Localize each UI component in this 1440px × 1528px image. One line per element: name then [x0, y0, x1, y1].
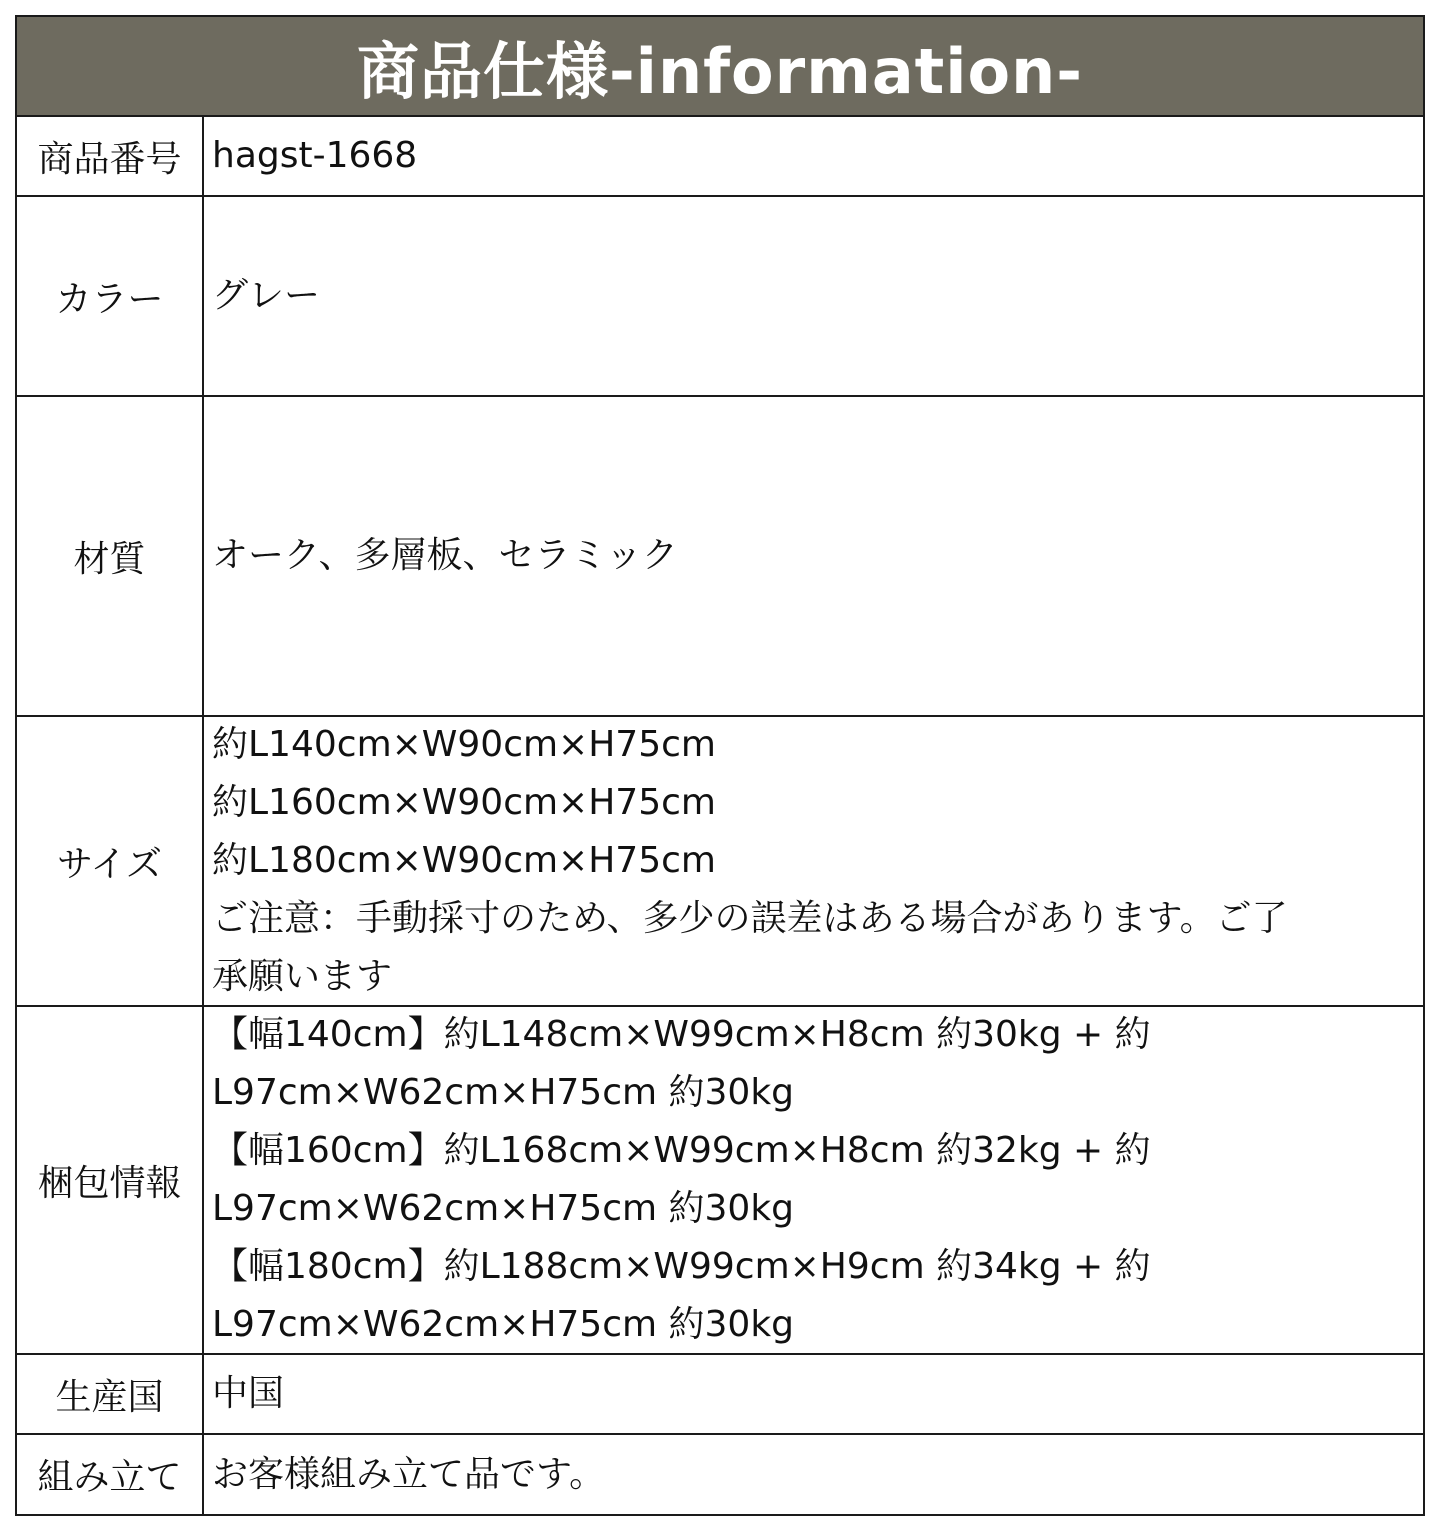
assembly-text: お客様組み立て品です。	[212, 1453, 606, 1495]
row-color	[17, 197, 1423, 397]
label-product-number: 商品番号	[17, 117, 204, 195]
size-line: 約L140cm×W90cm×H75cm	[212, 724, 716, 765]
row-size	[17, 717, 1423, 1007]
size-note-line: ご注意：手動採寸のため、多少の誤差はある場合があります。ご了	[212, 898, 1288, 939]
packing-line: L97cm×W62cm×H75cm 約30kg	[212, 1304, 795, 1345]
packing-line: 【幅140cm】約L148cm×W99cm×H8cm 約30kg + 約	[212, 1014, 1151, 1055]
origin-text: 中国	[212, 1373, 285, 1414]
material-text: オーク、多層板、セラミック	[212, 535, 678, 576]
label-packing: 梱包情報	[17, 1007, 204, 1353]
label-color: カラー	[17, 197, 204, 395]
label-material: 材質	[17, 397, 204, 715]
packing-line: L97cm×W62cm×H75cm 約30kg	[212, 1188, 795, 1229]
product-number-text: hagst-1668	[212, 135, 418, 176]
size-note-line: 承願います	[212, 956, 393, 997]
size-line: 約L180cm×W90cm×H75cm	[212, 840, 716, 881]
label-origin: 生産国	[17, 1355, 204, 1433]
spec-table	[15, 15, 1425, 1516]
size-line: 約L160cm×W90cm×H75cm	[212, 782, 716, 823]
row-product-number	[17, 117, 1423, 197]
value-assembly	[204, 1435, 1423, 1514]
value-packing	[204, 1007, 1423, 1353]
value-material	[204, 397, 1423, 715]
row-assembly	[17, 1435, 1423, 1514]
value-product-number	[204, 117, 1423, 195]
value-size	[204, 717, 1423, 1005]
color-text: グレー	[212, 275, 321, 316]
row-material	[17, 397, 1423, 717]
row-packing	[17, 1007, 1423, 1355]
value-color	[204, 197, 1423, 395]
packing-line: L97cm×W62cm×H75cm 約30kg	[212, 1072, 795, 1113]
label-size: サイズ	[17, 717, 204, 1005]
row-origin	[17, 1355, 1423, 1435]
table-title: 商品仕様-information-	[17, 17, 1423, 117]
value-origin	[204, 1355, 1423, 1433]
label-assembly: 組み立て	[17, 1435, 204, 1514]
packing-line: 【幅180cm】約L188cm×W99cm×H9cm 約34kg + 約	[212, 1246, 1151, 1287]
packing-line: 【幅160cm】約L168cm×W99cm×H8cm 約32kg + 約	[212, 1130, 1151, 1171]
